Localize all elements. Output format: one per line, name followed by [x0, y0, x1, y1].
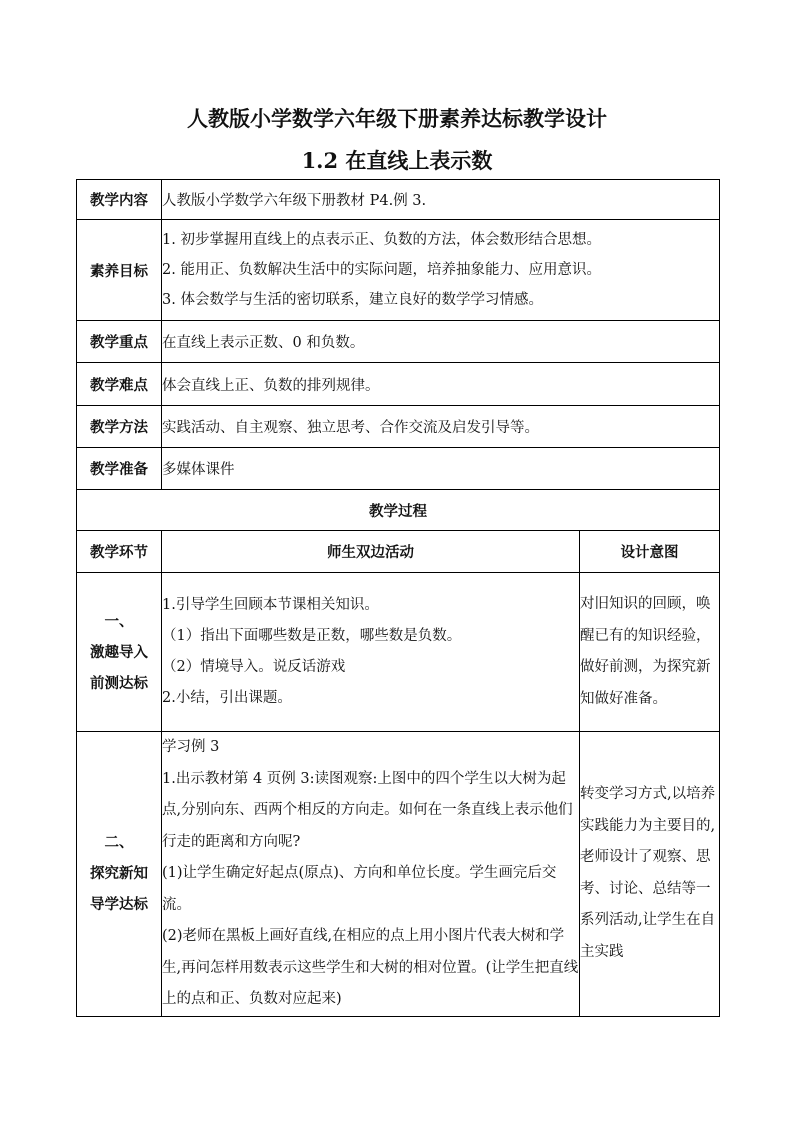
goals-list [162, 220, 720, 321]
intent-cell: 对旧知识的回顾，唤醒已有的知识经验，做好前测，为探究新知做好准备。 [580, 573, 720, 732]
activity-header: 师生双边活动 [162, 531, 580, 573]
activity-paragraph: (2)老师在黑板上画好直线,在相应的点上用小图片代表大树和学生,再问怎样用数表示这些学生和大树的相对位置。(让学生把直线上的点和正、负数对应起来) [162, 928, 579, 1007]
activity-paragraph: 1.出示教材第 4 页例 3:读图观察:上图中的四个学生以大树为起点,分别向东、西两个相反的方向走。如何在一条直线上表示他们行走的距离和方向呢? [162, 770, 573, 850]
goal-item: 3. 体会数学与生活的密切联系，建立良好的数学学习情感。 [162, 292, 543, 308]
stage-number: 一、 [104, 612, 134, 630]
process-row-2 [77, 732, 720, 1017]
lesson-subtitle: 1.2 在直线上表示数 [301, 148, 493, 173]
process-header-row [77, 531, 720, 573]
stage-number: 二、 [104, 834, 134, 852]
prep-label: 教学准备 [77, 448, 162, 490]
process-title: 教学过程 [77, 490, 720, 531]
row-process-title [77, 490, 720, 531]
activity-line: 1.引导学生回顾本节课相关知识。 [162, 597, 379, 613]
difficulty-label: 教学难点 [77, 363, 162, 406]
content-value: 人教版小学数学六年级下册教材 P4.例 3. [162, 180, 720, 220]
stage-header: 教学环节 [77, 531, 162, 573]
activity-line: 2.小结，引出课题。 [162, 690, 292, 706]
stage-name-line: 激趣导入 [90, 643, 148, 661]
document-title: 人教版小学数学六年级下册素养达标教学设计 [187, 106, 607, 131]
key-point-label: 教学重点 [77, 321, 162, 363]
goals-label: 素养目标 [77, 220, 162, 321]
row-key-point [77, 321, 720, 363]
row-prep [77, 448, 720, 490]
prep-value: 多媒体课件 [162, 448, 720, 490]
content-label: 教学内容 [77, 180, 162, 220]
row-goals [77, 220, 720, 321]
row-method [77, 406, 720, 448]
row-content [77, 180, 720, 220]
stage-cell [77, 573, 162, 732]
intent-header: 设计意图 [580, 531, 720, 573]
key-point-value: 在直线上表示正数、0 和负数。 [162, 321, 720, 363]
stage-name-line: 导学达标 [90, 896, 148, 914]
stage-name-line: 前测达标 [90, 674, 148, 692]
process-row-1 [77, 573, 720, 732]
activity-cell [162, 732, 580, 1017]
difficulty-value: 体会直线上正、负数的排列规律。 [162, 363, 720, 406]
activity-line: （1）指出下面哪些数是正数，哪些数是负数。 [162, 628, 462, 644]
activity-line: （2）情境导入。说反话游戏 [162, 659, 346, 675]
method-label: 教学方法 [77, 406, 162, 448]
lesson-plan-table [76, 179, 720, 1017]
activity-cell [162, 573, 580, 732]
activity-line: 学习例 3 [162, 739, 220, 755]
row-difficulty [77, 363, 720, 406]
activity-paragraph: (1)让学生确定好起点(原点)、方向和单位长度。学生画完后交流。 [162, 865, 557, 913]
intent-cell: 转变学习方式,以培养实践能力为主要目的,老师设计了观察、思考、讨论、总结等一系列活动,让学生在自主实践 [580, 732, 720, 1017]
method-value: 实践活动、自主观察、独立思考、合作交流及启发引导等。 [162, 406, 720, 448]
goal-item: 2. 能用正、负数解决生活中的实际问题，培养抽象能力、应用意识。 [162, 262, 601, 278]
stage-cell [77, 732, 162, 1017]
stage-name-line: 探究新知 [90, 865, 148, 883]
goal-item: 1. 初步掌握用直线上的点表示正、负数的方法，体会数形结合思想。 [162, 232, 601, 248]
